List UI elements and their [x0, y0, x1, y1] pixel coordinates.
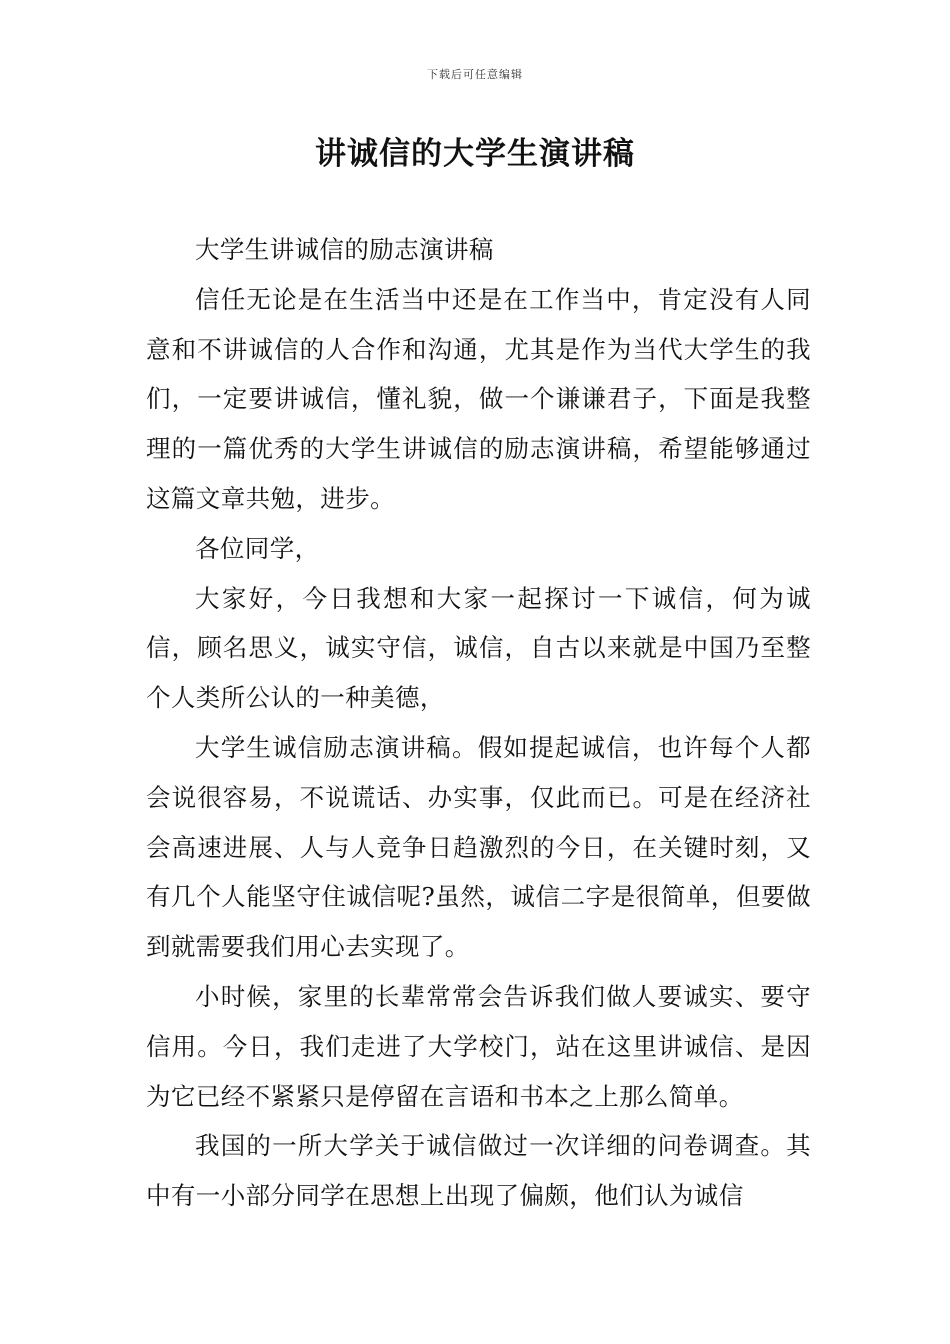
header-note: 下载后可任意编辑: [427, 68, 523, 81]
body-paragraph: 小时候，家里的长辈常常会告诉我们做人要诚实、要守信用。今日，我们走进了大学校门，站在这里讲诚信、是因为它已经不紧紧只是停留在言语和书本之上那么简单。: [146, 981, 811, 1111]
body-paragraph: 大家好，今日我想和大家一起探讨一下诚信，何为诚信，顾名思义，诚实守信，诚信，自古以来就是中国乃至整个人类所公认的一种美德，: [146, 583, 811, 713]
document-body: [146, 225, 811, 1221]
body-paragraph: 我国的一所大学关于诚信做过一次详细的问卷调查。其中有一小部分同学在思想上出现了偏颇，他们认为诚信: [146, 1131, 811, 1211]
document-title: 讲诚信的大学生演讲稿: [315, 136, 635, 172]
body-paragraph: 大学生讲诚信的励志演讲稿: [195, 235, 494, 264]
body-paragraph: 大学生诚信励志演讲稿。假如提起诚信，也许每个人都会说很容易，不说谎话、办实事，仅此而已。可是在经济社会高速进展、人与人竞争日趋激烈的今日，在关键时刻，又有几个人能坚守住诚信呢?虽然，诚信二字是很简单，但要做到就需要我们用心去实现了。: [146, 732, 811, 962]
body-paragraph: 信任无论是在生活当中还是在工作当中，肯定没有人同意和不讲诚信的人合作和沟通，尤其是作为当代大学生的我们，一定要讲诚信，懂礼貌，做一个谦谦君子，下面是我整理的一篇优秀的大学生讲诚信的励志演讲稿，希望能够通过这篇文章共勉，进步。: [146, 284, 811, 513]
body-paragraph: 各位同学，: [195, 533, 320, 563]
